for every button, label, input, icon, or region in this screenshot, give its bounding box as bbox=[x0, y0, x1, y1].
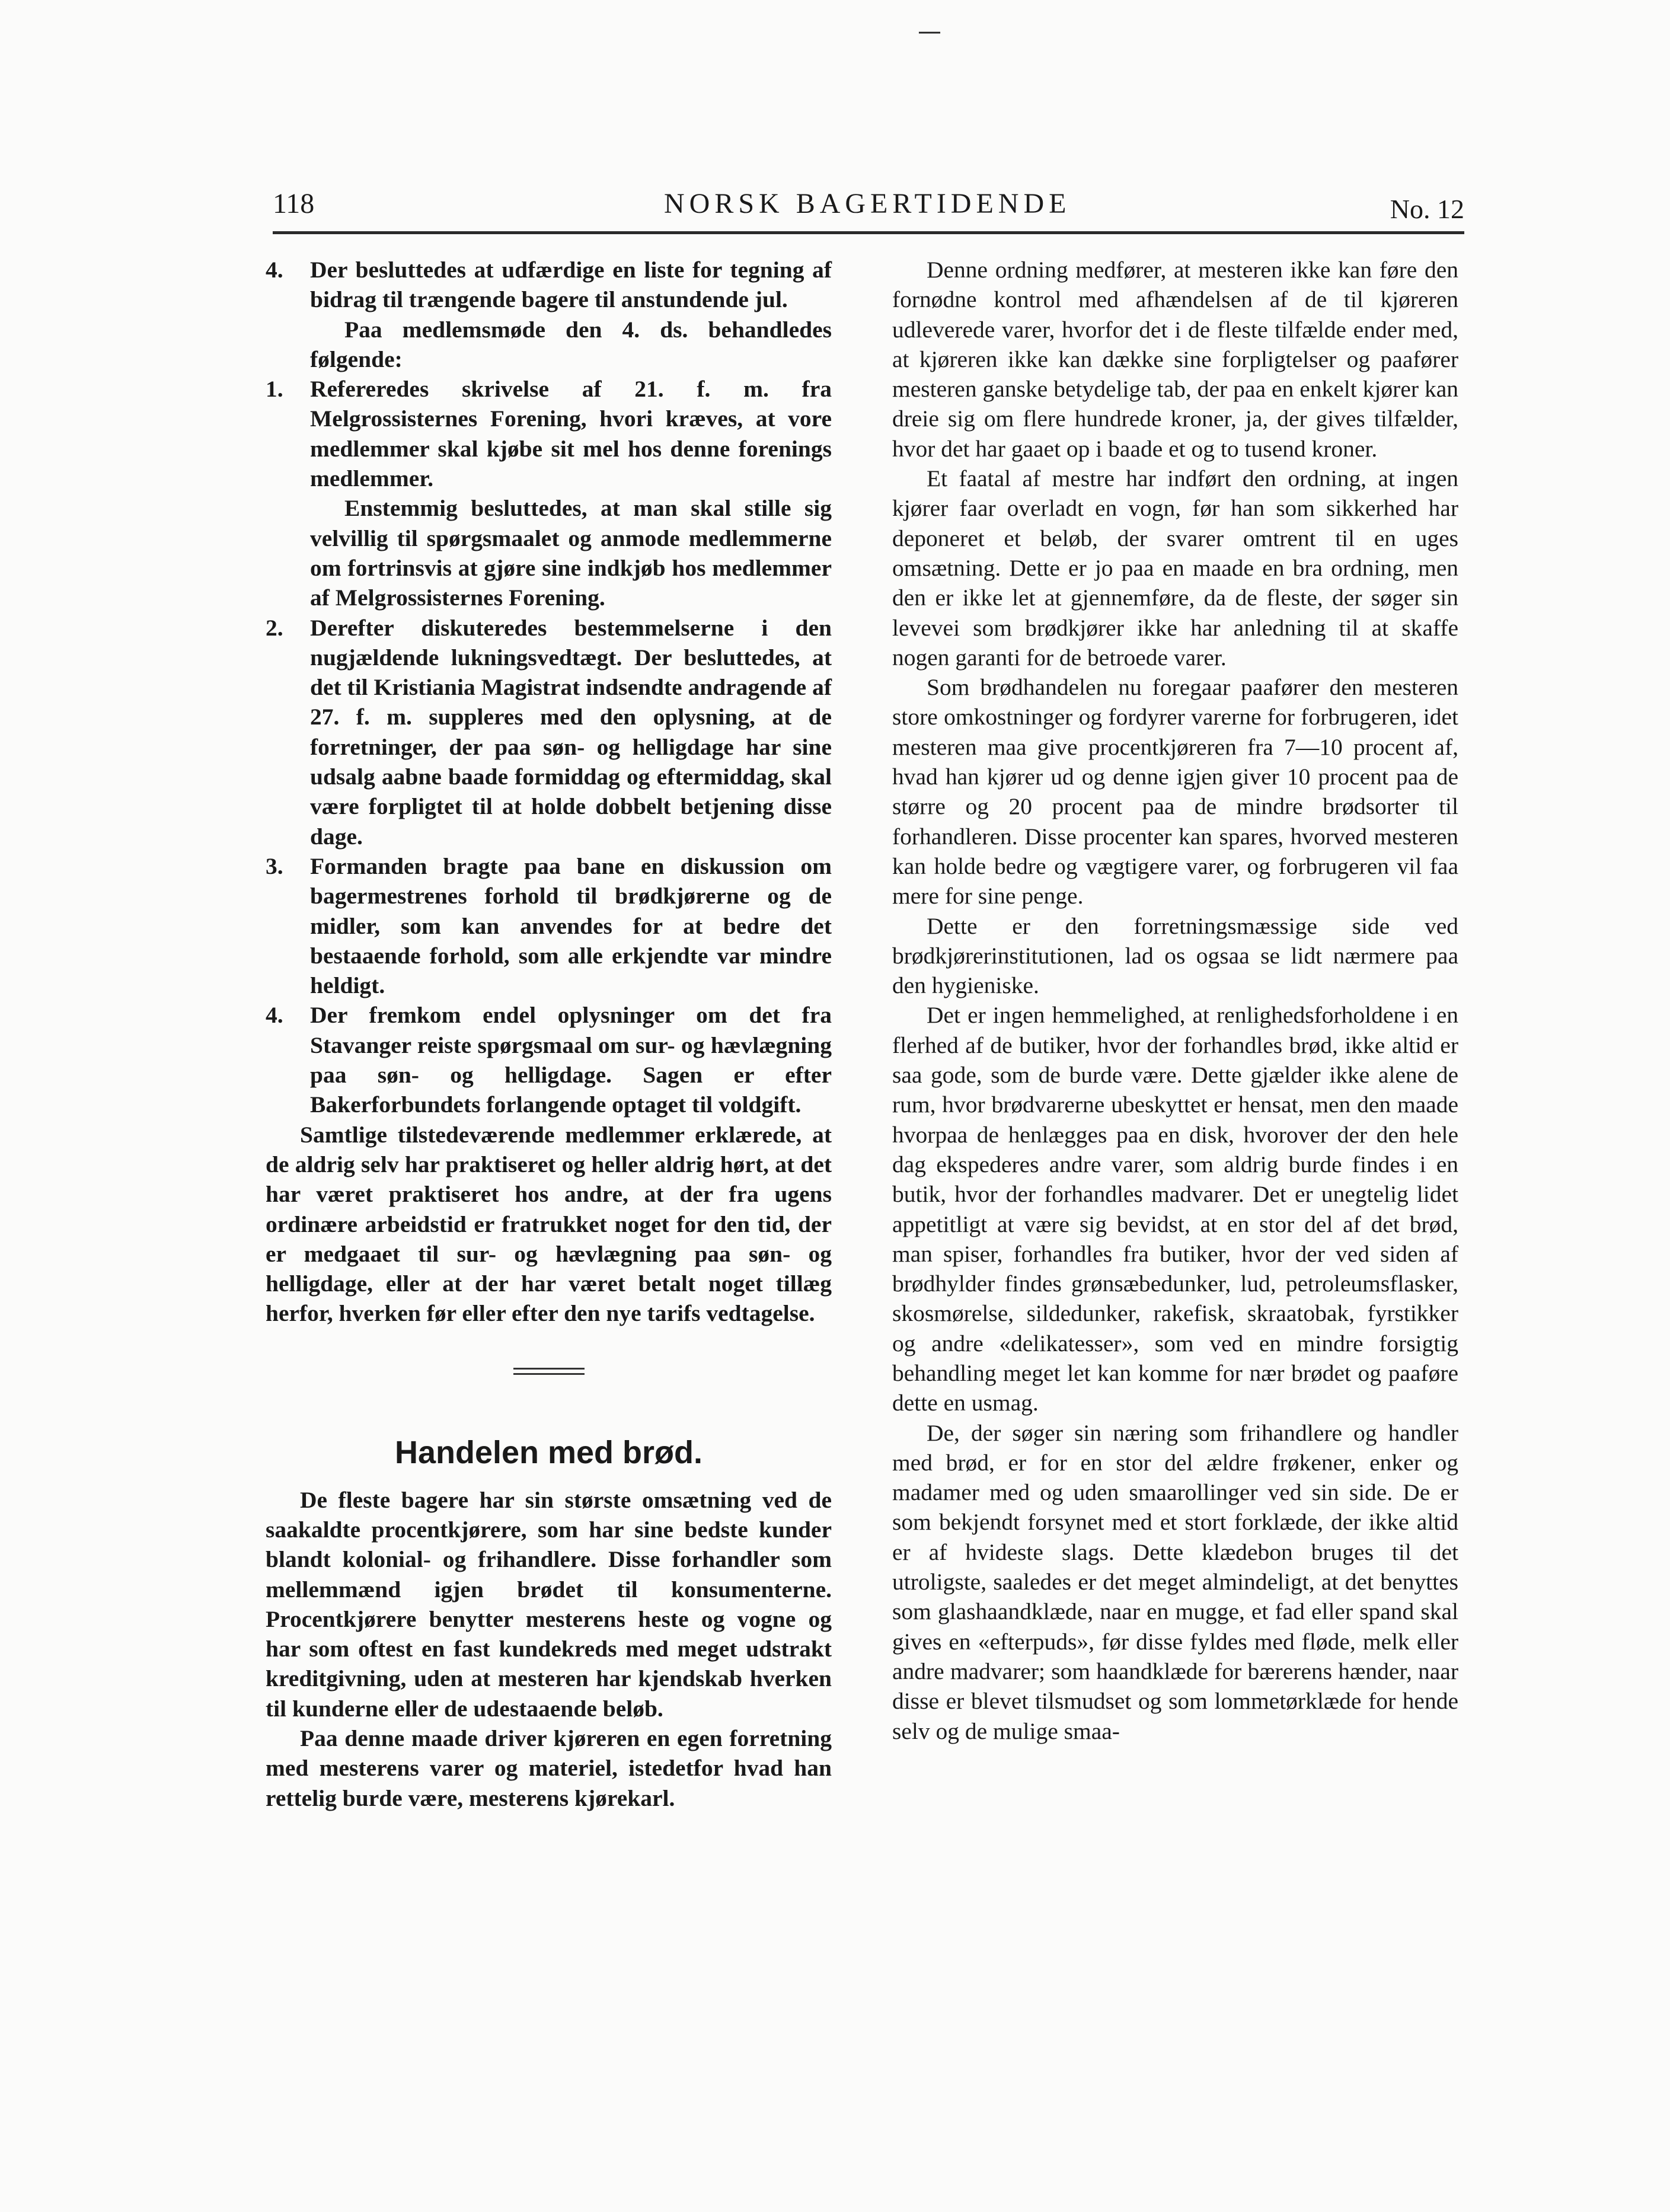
article-paragraph: Som brødhandelen nu foregaar paafører den mesteren store omkostninger og fordyrer varerne for forbrugeren, idet mesteren maa give procentkjøreren fra 7—10 procent af, hvad han kjører ud og denne igjen giver 10 procent paa de større og 20 procent paa de mindre brødsorter til forhandleren. Disse procenter kan spares, hvorved mesteren kan holde bedre og vægtigere varer, og forbrugeren vil faa mere for sine penge. bbox=[892, 674, 1458, 909]
list-item bbox=[266, 613, 832, 851]
publication-title: NORSK BAGERTIDENDE bbox=[664, 188, 1071, 219]
item-number: 2. bbox=[266, 614, 283, 641]
article-paragraph: De, der søger sin næring som frihandlere og handler med brød, er for en stor del ældre frøkener, enker og madamer med og uden smaarollinger ved sin side. De er som bekjendt forsynet med et stort forklæde, der ikke altid er af hvideste slags. Dette klædebon bruges til det utroligste, saaledes er det meget almindeligt, at det benyttes som glashaandklæde, naar en mugge, et fad eller spand skal gives en «efterpuds», før disse fyldes med fløde, melk eller andre madvarer; som haandklæde for bærerens hænder, naar disse er blevet tilsmudset og som lommetørklæde for hende selv og de mulige smaa- bbox=[892, 1419, 1458, 1744]
issue-number: No. 12 bbox=[1390, 194, 1464, 224]
article-paragraph: Paa denne maade driver kjøreren en egen forretning med mesterens varer og materiel, istedetfor hvad han rettelig burde være, mesterens kjørekarl. bbox=[266, 1725, 832, 1811]
article-heading: Handelen med brød. bbox=[394, 1434, 703, 1470]
page-header bbox=[273, 184, 1464, 234]
right-column bbox=[892, 255, 1458, 1746]
item-number: 1. bbox=[266, 376, 283, 403]
item-text: Formanden bragte paa bane en diskussion om bagermestrenes forhold til brødkjørerne og de midler, som kan anvendes for at bedre det bestaaende forhold, som alle erkjendte var mindre heldigt. bbox=[310, 853, 832, 999]
list-item bbox=[266, 1000, 832, 1119]
article-paragraph: De fleste bagere har sin største omsætning ved de saakaldte procentkjørere, som har sine bedste kunder blandt kolonial- og frihandlere. Disse forhandler som mellemmænd igjen brødet til konsumenterne. Procentkjørere benytter mesterens heste og vogne og har som oftest en fast kundekreds med meget udstrakt kreditgivning, uden at mesteren har kjendskab hverken til kunderne eller de udestaaende beløb. bbox=[266, 1486, 832, 1722]
section-divider bbox=[513, 1368, 585, 1375]
item-number: 4. bbox=[266, 257, 283, 283]
item-text: Der fremkom endel oplysninger om det fra Stavanger reiste spørgsmaal om sur- og hævlægning paa søn- og helligdage. Sagen er efter Bakerforbundets forlangende optaget til voldgift. bbox=[310, 1002, 832, 1118]
article-paragraph: Denne ordning medfører, at mesteren ikke kan føre den fornødne kontrol med afhændelsen af de til kjøreren udleverede varer, hvorfor det i de fleste tilfælde ender med, at kjøreren ikke kan dække sine forpligtelser og paafører mesteren ganske betydelige tab, der paa en enkelt kjører kan dreie sig om flere hundrede kroner, ja, der gives tilfælder, hvor det har gaaet op i baade et og to tusend kroner. bbox=[892, 257, 1458, 462]
article-paragraph: Et faatal af mestre har indført den ordning, at ingen kjører faar overladt en vogn, før han som sikkerhed har deponeret et beløb, der svarer omtrent til en uges omsætning. Dette er jo paa en maade en bra ordning, men den er ikke let at gjennemføre, da de fleste, der søger sin levevei som brødkjører ikke har anledning til at skaffe nogen garanti for de betroede varer. bbox=[892, 465, 1458, 671]
meeting-intro: Paa medlemsmøde den 4. ds. behandledes følgende: bbox=[310, 316, 832, 372]
page-number: 118 bbox=[273, 188, 315, 219]
item-number: 4. bbox=[266, 1002, 283, 1029]
item-text: Refereredes skrivelse af 21. f. m. fra Melgrossisternes Forening, hvori kræves, at vore medlemmer skal kjøbe sit mel hos denne forenings medlemmer. bbox=[310, 376, 832, 492]
list-item bbox=[266, 374, 832, 493]
list-item bbox=[266, 255, 832, 315]
closing-paragraph: Samtlige tilstedeværende medlemmer erklærede, at de aldrig selv har praktiseret og heller aldrig hørt, at det har været praktiseret hos andre, at der fra ugens ordinære arbeidstid er fratrukket noget for den tid, der er medgaaet til sur- og hævlægning paa søn- og helligdage, eller at der har været betalt noget tillæg herfor, hverken før eller efter den nye tarifs vedtagelse. bbox=[266, 1121, 832, 1327]
article-paragraph: Dette er den forretningsmæssige side ved brødkjørerinstitutionen, lad os ogsaa se lidt nærmere paa den hygieniske. bbox=[892, 912, 1458, 999]
item-text: Derefter diskuteredes bestemmelserne i den nugjældende lukningsvedtægt. Der besluttedes, at det til Kristiania Magistrat indsendte andragende af 27. f. m. suppleres med den oplysning, at de forretninger, der paa søn- og helligdage har sine udsalg aabne baade formiddag og eftermiddag, skal være forpligtet til at holde dobbelt betjening disse dage. bbox=[310, 614, 832, 850]
top-mark: — bbox=[918, 18, 941, 45]
item-continuation: Enstemmig besluttedes, at man skal stille sig velvillig til spørgsmaalet og anmode medlemmerne om fortrinsvis at gjøre sine indkjøb hos medlemmer af Melgrossisternes Forening. bbox=[310, 495, 832, 611]
list-item bbox=[266, 851, 832, 1000]
item-number: 3. bbox=[266, 853, 283, 879]
item-text: Der besluttedes at udfærdige en liste for tegning af bidrag til trængende bagere til anstundende jul. bbox=[310, 257, 832, 313]
left-column bbox=[266, 255, 832, 1813]
article-paragraph: Det er ingen hemmelighed, at renlighedsforholdene i en flerhed af de butiker, hvor der forhandles brød, ikke altid er saa gode, som de burde være. Dette gjælder ikke alene de rum, hvor brødvarerne ubeskyttet er hensat, men den maade hvorpaa de henlægges paa en disk, hvorover der den hele dag ekspederes andre varer, som aldrig burde findes i en butik, hvor der forhandles madvarer. Det er unegtelig lidet appetitligt at være sig bevidst, at en stor del af det brød, man spiser, forhandles fra butiker, hvor der ved siden af brødhylder findes grønsæbedunker, lud, petroleumsflasker, skosmørelse, sildedunker, rakefisk, skraatobak, fyrstikker og andre «delikatesser», som ved en mindre forsigtig behandling meget let kan komme for nær brødet og paaføre dette en usmag. bbox=[892, 1002, 1458, 1416]
